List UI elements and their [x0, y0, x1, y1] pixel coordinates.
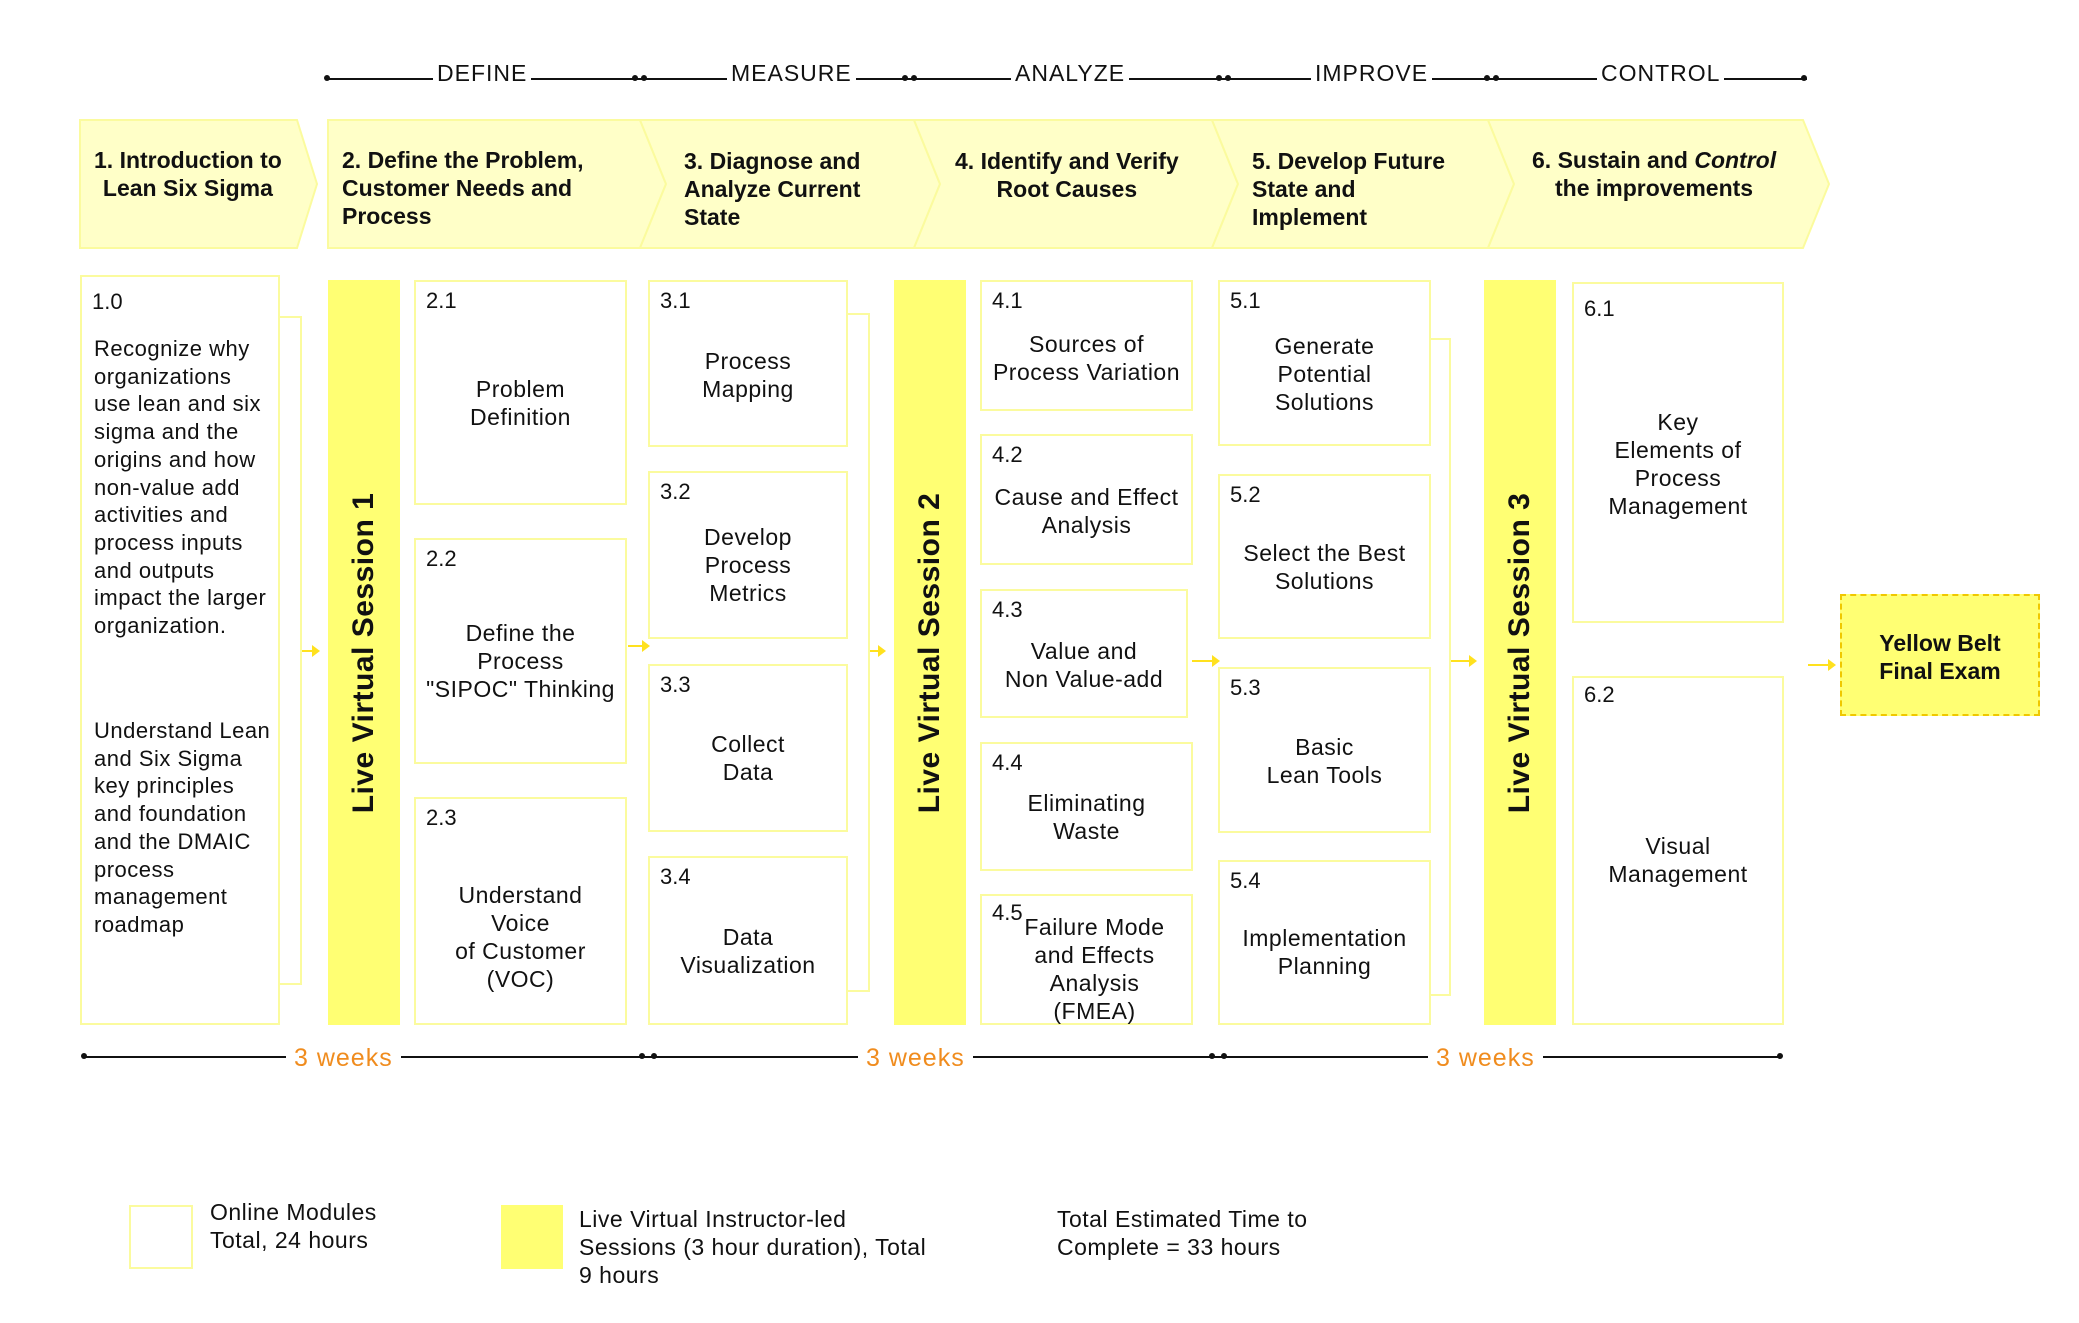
arrow-analyze-to-improve [1192, 660, 1218, 662]
module-title: Develop Process Metrics [704, 524, 792, 606]
module-number: 4.1 [992, 288, 1023, 313]
module-title: Generate Potential Solutions [1274, 333, 1375, 415]
module-number: 5.2 [1230, 482, 1261, 507]
chevron-6-text [1532, 146, 1776, 202]
module-4-5 [980, 894, 1193, 1025]
duration-weeks-3: 3 weeks [1428, 1044, 1543, 1073]
arrow-to-session-3 [1451, 660, 1475, 662]
intro-text-1: Recognize why organizations use lean and six sigma and the origins and how non-value add activities and process inputs and outputs impact the larger organization. [94, 336, 267, 639]
module-title: Eliminating Waste [1027, 790, 1146, 844]
duration-marker [1777, 1053, 1783, 1059]
chevron-6-text-control: Control [1694, 147, 1777, 173]
chevron-banner [0, 0, 2079, 260]
live-session-3-label: Live Virtual Session 3 [1503, 492, 1536, 813]
module-title: Value and Non Value-add [1004, 638, 1164, 692]
duration-marker [1221, 1053, 1227, 1059]
module-number: 6.2 [1584, 682, 1615, 707]
legend-live-swatch [501, 1205, 563, 1269]
module-number: 3.4 [660, 864, 691, 889]
module-number: 2.2 [426, 546, 457, 571]
module-3-4 [648, 856, 848, 1025]
module-title: Data Visualization [680, 924, 816, 978]
module-number: 5.1 [1230, 288, 1261, 313]
arrow-to-final-exam [1808, 664, 1834, 666]
duration-marker [651, 1053, 657, 1059]
final-exam-label: Yellow Belt Final Exam [1879, 630, 2001, 684]
legend-online-swatch [129, 1205, 193, 1269]
chevron-5-text: 5. Develop Future State and Implement [1252, 148, 1445, 230]
arrow-define-to-measure [628, 645, 648, 647]
module-title: Sources of Process Variation [992, 331, 1181, 385]
live-session-2-label: Live Virtual Session 2 [913, 492, 946, 813]
phase-define-label: DEFINE [433, 60, 531, 87]
duration-marker [1209, 1053, 1215, 1059]
phase-control-label: CONTROL [1597, 60, 1724, 87]
module-title: Visual Management [1608, 833, 1748, 887]
live-session-1-label: Live Virtual Session 1 [347, 492, 380, 813]
module-number: 2.3 [426, 805, 457, 830]
module-5-1 [1218, 280, 1431, 446]
module-4-3 [980, 589, 1188, 718]
phase-analyze-label: ANALYZE [1011, 60, 1129, 87]
module-title: Process Mapping [702, 348, 794, 402]
chevron-2-text: 2. Define the Problem, Customer Needs and Process [342, 147, 584, 229]
module-number: 3.1 [660, 288, 691, 313]
duration-weeks-1: 3 weeks [286, 1044, 401, 1073]
legend-online-text: Online Modules Total, 24 hours [210, 1199, 377, 1253]
arrow-to-session-2 [870, 650, 884, 652]
module-title: Problem Definition [470, 376, 571, 430]
module-title: Understand Voice of Customer (VOC) [455, 882, 586, 992]
module-number: 1.0 [92, 289, 123, 314]
module-3-3 [648, 664, 848, 832]
module-title: Basic Lean Tools [1266, 734, 1383, 788]
arrow-to-session-1 [302, 650, 318, 652]
legend-total-text: Total Estimated Time to Complete = 33 hours [1057, 1206, 1308, 1260]
live-session-2 [894, 280, 966, 1025]
module-2-3 [414, 797, 627, 1025]
module-5-4 [1218, 860, 1431, 1025]
chevron-1-text: 1. Introduction to Lean Six Sigma [94, 147, 282, 201]
duration-weeks-2: 3 weeks [858, 1044, 973, 1073]
module-title: Failure Mode and Effects Analysis (FMEA) [1024, 914, 1165, 1024]
final-exam-box [1840, 594, 2040, 716]
module-title: Cause and Effect Analysis [994, 484, 1179, 538]
module-2-1 [414, 280, 627, 505]
module-number: 5.3 [1230, 675, 1261, 700]
module-2-2 [414, 538, 627, 764]
module-number: 3.3 [660, 672, 691, 697]
module-title: Key Elements of Process Management [1608, 409, 1748, 519]
module-title: Collect Data [711, 731, 785, 785]
chevron-3-text: 3. Diagnose and Analyze Current State [684, 148, 861, 230]
phase-improve-label: IMPROVE [1311, 60, 1432, 87]
module-4-4 [980, 742, 1193, 871]
module-title: Define the Process "SIPOC" Thinking [426, 620, 615, 702]
chevron-6-text-c: the improvements [1554, 175, 1754, 201]
module-title: Select the Best Solutions [1243, 540, 1406, 594]
duration-marker [81, 1053, 87, 1059]
module-number: 3.2 [660, 479, 691, 504]
module-number: 4.4 [992, 750, 1023, 775]
bracket-intro [280, 316, 302, 985]
module-4-1 [980, 280, 1193, 411]
module-number: 4.3 [992, 597, 1023, 622]
module-6-2 [1572, 676, 1784, 1025]
module-3-1 [648, 280, 848, 447]
bracket-improve [1431, 338, 1451, 996]
module-5-3 [1218, 667, 1431, 833]
module-number: 2.1 [426, 288, 457, 313]
module-4-2 [980, 434, 1193, 565]
chevron-4-text: 4. Identify and Verify Root Causes [955, 148, 1179, 202]
module-number: 4.5 [992, 900, 1023, 925]
duration-marker [639, 1053, 645, 1059]
module-number: 6.1 [1584, 296, 1615, 321]
phase-measure-label: MEASURE [727, 60, 856, 87]
module-6-1 [1572, 282, 1784, 623]
live-session-1 [328, 280, 400, 1025]
module-number: 5.4 [1230, 868, 1261, 893]
intro-text-2-visible: Understand Lean and Six Sigma key principles and foundation and the DMAIC process management roadmap [94, 718, 271, 937]
module-number: 4.2 [992, 442, 1023, 467]
module-3-2 [648, 471, 848, 639]
module-title: Implementation Planning [1242, 925, 1407, 979]
chevron-6-text-a: 6. Sustain and [1532, 147, 1695, 173]
bracket-measure [848, 313, 870, 992]
live-session-3 [1484, 280, 1556, 1025]
legend-live-text: Live Virtual Instructor-led Sessions (3 hour duration), Total 9 hours [579, 1206, 927, 1288]
module-5-2 [1218, 474, 1431, 639]
